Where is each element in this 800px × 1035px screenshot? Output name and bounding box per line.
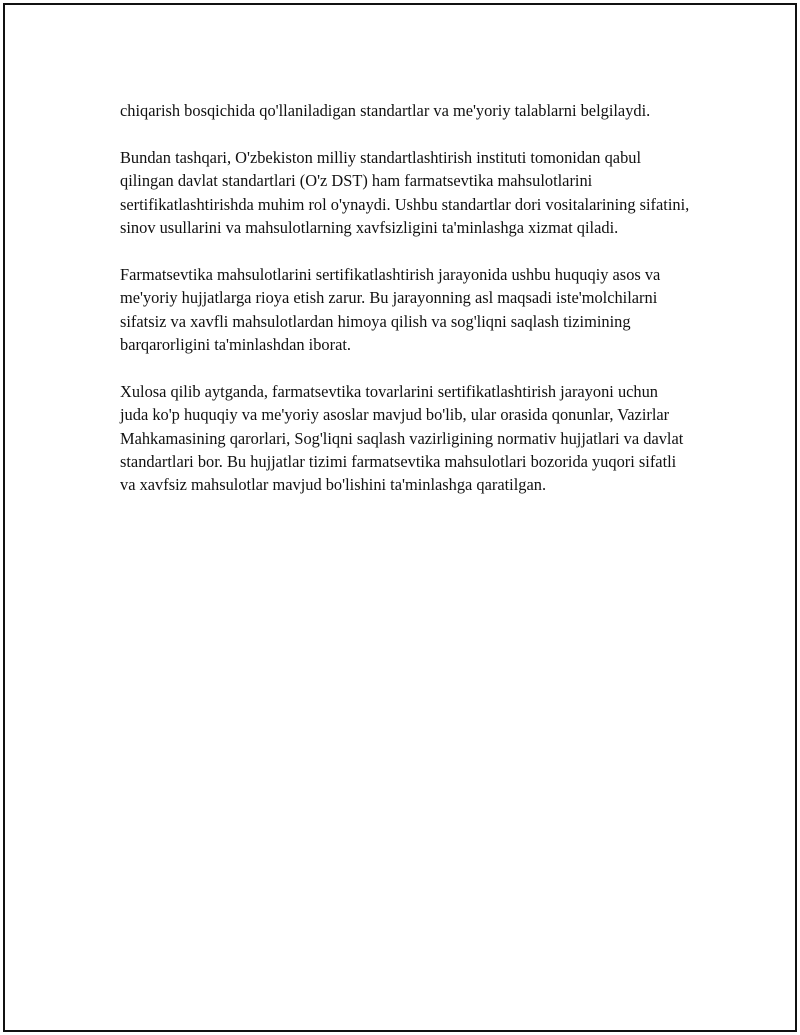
paragraph-standards-continuation: chiqarish bosqichida qo'llaniladigan standartlar va me'yoriy talablarni belgilaydi. <box>120 101 651 120</box>
paragraph-conclusion: Xulosa qilib aytganda, farmatsevtika tovarlarini sertifikatlashtirish jarayoni uchun juda ko'p huquqiy va me'yoriy asoslar mavjud bo'lib, ular orasida qonunlar, Vazirlar Mahkamasining qarorlari, Sog'liqni saqlash vazirligining normativ hujjatlari va davlat standartlari bor. Bu hujjatlar tizimi farmatsevtika mahsulotlari bozorida yuqori sifatli va xavfsiz mahsulotlar mavjud bo'lishini ta'minlashga qaratilgan. <box>120 381 684 495</box>
document-body <box>120 99 690 520</box>
paragraph-national-standards: Bundan tashqari, O'zbekiston milliy standartlashtirish instituti tomonidan qabul qilingan davlat standartlari (O'z DST) ham farmatsevtika mahsulotlarini sertifikatlashtirishda muhim rol o'ynaydi. Ushbu standartlar dori vositalarining sifatini, sinov usullarini va mahsulotlarning xavfsizligini ta'minlashga xizmat qiladi. <box>120 147 690 238</box>
paragraph-certification-compliance: Farmatsevtika mahsulotlarini sertifikatlashtirish jarayonida ushbu huquqiy asos va me'yoriy hujjatlarga rioya etish zarur. Bu jarayonning asl maqsadi iste'molchilarni sifatsiz va xavfli mahsulotlardan himoya qilish va sog'liqni saqlash tizimining barqarorligini ta'minlashdan iborat. <box>120 264 661 355</box>
page-border-frame <box>3 3 797 1032</box>
